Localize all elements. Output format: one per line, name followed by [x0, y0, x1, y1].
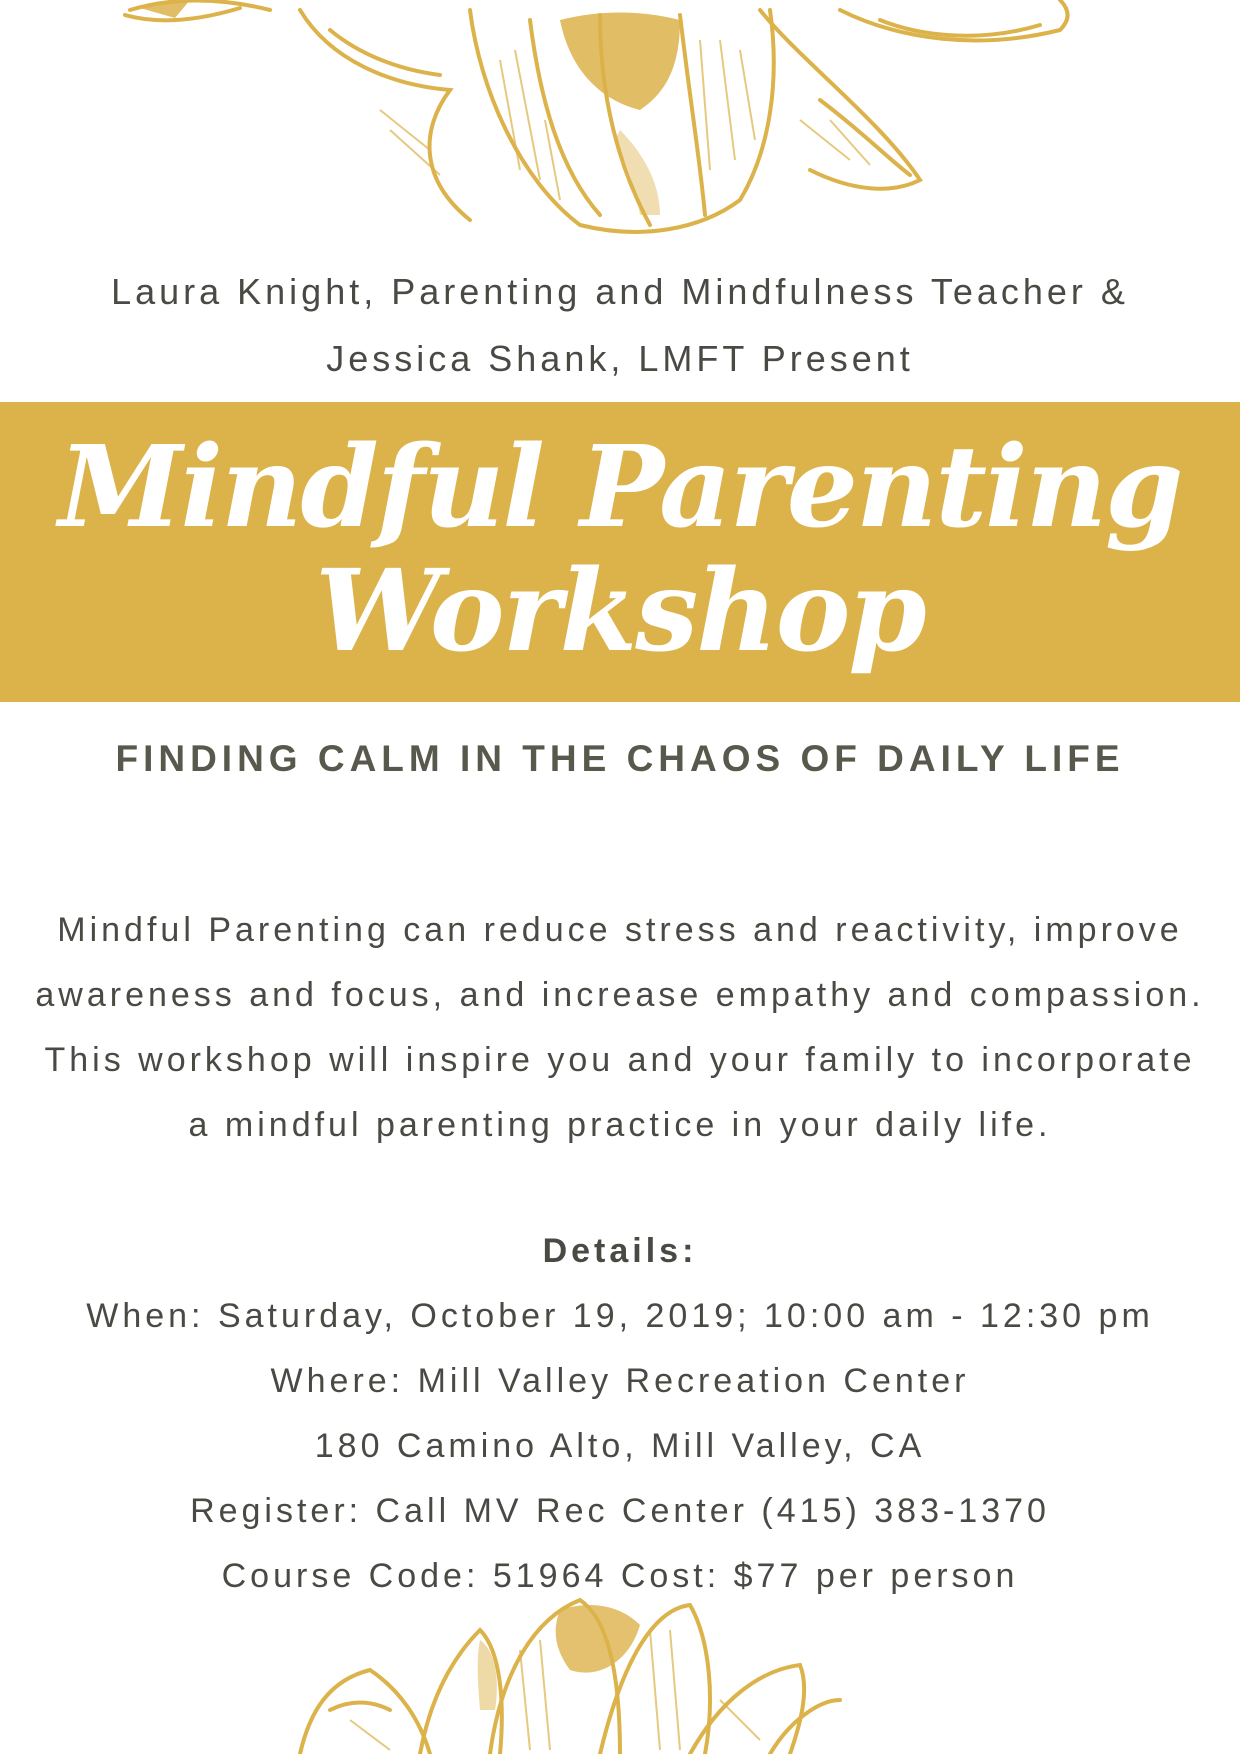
details-heading: Details:	[542, 1232, 698, 1270]
title-line-1: Mindful Parenting	[58, 422, 1182, 553]
description	[20, 898, 1220, 1158]
presenters-line-2: Jessica Shank, LMFT Present	[326, 338, 914, 379]
description-line: awareness and focus, and increase empathy and compassion.	[35, 976, 1205, 1014]
title-line-2: Workshop	[315, 546, 925, 677]
description-line: This workshop will inspire you and your family to incorporate	[44, 1041, 1196, 1079]
details-section	[0, 1219, 1240, 1609]
flower-illustration-icon	[0, 0, 1240, 250]
details-course: Course Code: 51964 Cost: $77 per person	[221, 1557, 1019, 1595]
description-line: Mindful Parenting can reduce stress and reactivity, improve	[57, 911, 1183, 949]
presenters-text	[0, 258, 1240, 392]
page-title	[0, 422, 1240, 677]
details-where: Where: Mill Valley Recreation Center	[270, 1362, 970, 1400]
description-line: a mindful parenting practice in your daily life.	[188, 1106, 1052, 1144]
details-when: When: Saturday, October 19, 2019; 10:00 am - 12:30 pm	[86, 1297, 1154, 1335]
details-address: 180 Camino Alto, Mill Valley, CA	[314, 1427, 926, 1465]
presenters-line-1: Laura Knight, Parenting and Mindfulness Teacher &	[111, 271, 1129, 312]
details-register: Register: Call MV Rec Center (415) 383-1370	[190, 1492, 1050, 1530]
flower-illustration-icon	[0, 1590, 1240, 1754]
subtitle: FINDING CALM IN THE CHAOS OF DAILY LIFE	[115, 738, 1125, 779]
